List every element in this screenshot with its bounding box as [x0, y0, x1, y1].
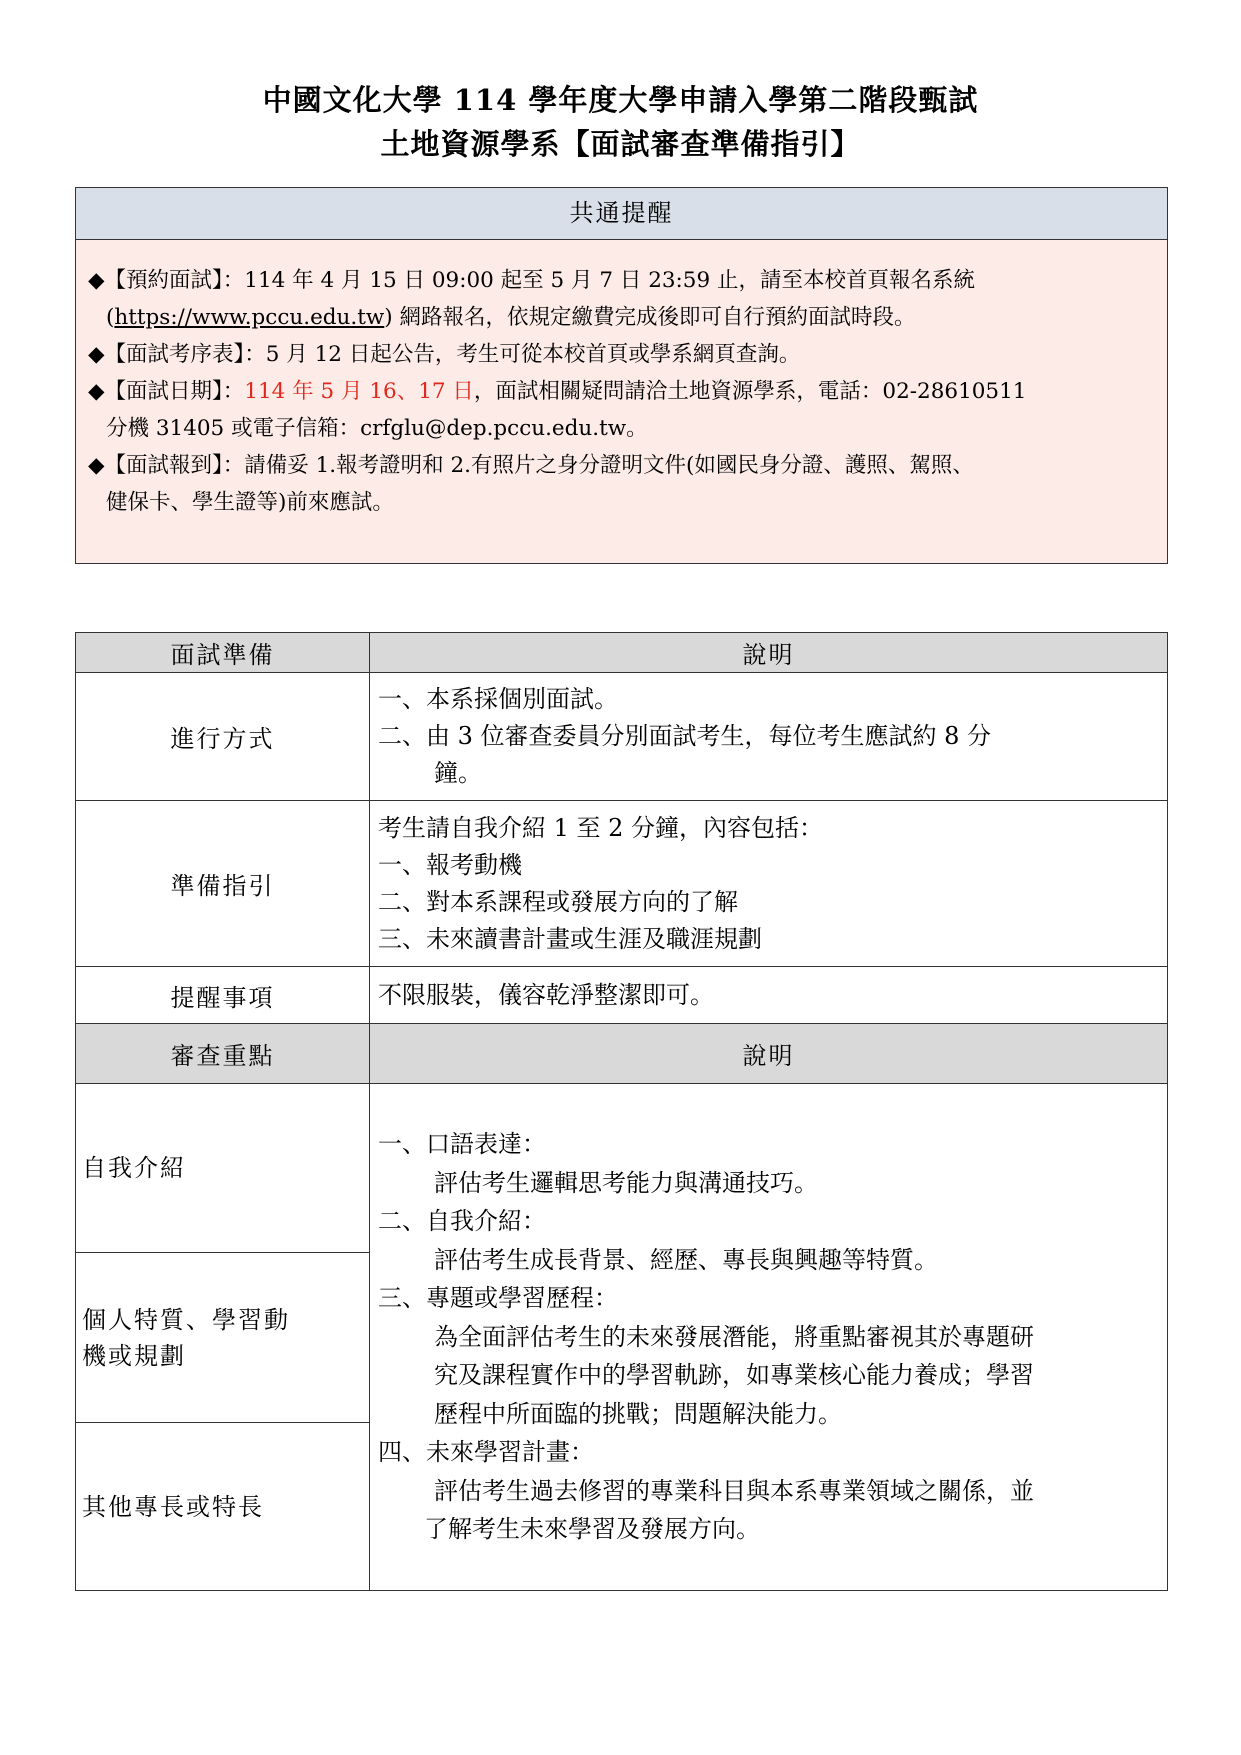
- header-description: 說明: [370, 633, 1168, 673]
- common-reminder-body: [76, 240, 1167, 521]
- label-self-intro: 自我介紹: [76, 1084, 370, 1253]
- prep-line: 二、對本系課程或發展方向的了解: [378, 887, 738, 916]
- procedure-line: 鐘。: [434, 759, 482, 787]
- table-row: [76, 801, 1168, 967]
- focus-item: 三、專題或學習歷程：: [378, 1284, 618, 1313]
- interview-date-value: 114 年 5 月 16、17 日: [244, 379, 474, 404]
- table-row: [76, 1084, 1168, 1253]
- table-header-row: [76, 1024, 1168, 1084]
- reminder-contact-email: 分機 31405 或電子信箱：crfglu@dep.pccu.edu.tw。: [106, 416, 648, 441]
- table-row: [76, 967, 1168, 1024]
- focus-item-detail: 為全面評估考生的未來發展潛能，將重點審視其於專題研: [434, 1322, 1034, 1351]
- prep-guide-description: [370, 801, 1168, 967]
- procedure-line: 二、由 3 位審查委員分別面試考生，每位考生應試約 8 分: [378, 722, 992, 750]
- personal-traits-line: 個人特質、學習動: [82, 1305, 290, 1334]
- focus-item: 一、口語表達：: [378, 1130, 546, 1159]
- focus-item-detail: 評估考生過去修習的專業科目與本系專業領域之關係，並: [434, 1476, 1034, 1505]
- procedure-line: 一、本系採個別面試。: [378, 685, 618, 713]
- common-reminder-box: [75, 187, 1168, 564]
- prep-line: 三、未來讀書計畫或生涯及職涯規劃: [378, 924, 762, 953]
- document-subtitle: 土地資源學系【面試審查準備指引】: [380, 127, 861, 161]
- reminder-checkin-cont: 健保卡、學生證等)前來應試。: [106, 490, 394, 515]
- interview-guide-table: [75, 632, 1168, 1591]
- focus-item-detail: 評估考生邏輯思考能力與溝通技巧。: [434, 1168, 818, 1197]
- reminder-checkin: ◆【面試報到】：請備妥 1.報考證明和 2.有照片之身分證明文件(如國民身分證、護照、駕照、: [88, 453, 974, 478]
- label-reminders: 提醒事項: [76, 967, 370, 1024]
- review-focus-description: [370, 1084, 1168, 1591]
- table-row: [76, 673, 1168, 801]
- interview-contact-text: ，面試相關疑問請洽土地資源學系，電話：02-28610511: [473, 379, 1027, 404]
- focus-item-detail: 評估考生成長背景、經歷、專長與興趣等特質。: [434, 1245, 938, 1274]
- prep-line: 考生請自我介紹 1 至 2 分鐘，內容包括：: [378, 813, 824, 842]
- reminder-appointment-cont: [88, 299, 1155, 336]
- interview-date-label: ◆【面試日期】：: [88, 379, 245, 404]
- document-title: 中國文化大學 114 學年度大學申請入學第二階段甄試: [262, 83, 979, 117]
- appointment-text: ) 網路報名，依規定繳費完成後即可自行預約面試時段。: [384, 305, 916, 330]
- procedure-description: [370, 673, 1168, 801]
- label-procedure: 進行方式: [76, 673, 370, 801]
- reminder-schedule: ◆【面試考序表】：5 月 12 日起公告，考生可從本校首頁或學系網頁查詢。: [88, 342, 801, 367]
- label-personal-traits: [76, 1253, 370, 1423]
- focus-item-detail: 了解考生未來學習及發展方向。: [424, 1515, 760, 1544]
- common-reminder-header: 共通提醒: [76, 188, 1167, 240]
- focus-item-detail: 究及課程實作中的學習軌跡，如專業核心能力養成；學習: [434, 1361, 1034, 1390]
- personal-traits-line: 機或規劃: [82, 1341, 186, 1370]
- label-other-skills: 其他專長或特長: [76, 1423, 370, 1591]
- focus-item-detail: 歷程中所面臨的挑戰；問題解決能力。: [434, 1399, 842, 1428]
- header-description: 說明: [370, 1024, 1168, 1084]
- reminder-interview-date: [88, 373, 1155, 410]
- paren-open: (: [106, 305, 115, 330]
- reminder-appointment: ◆【預約面試】：114 年 4 月 15 日 09:00 起至 5 月 7 日 23:59 止，請至本校首頁報名系統: [88, 268, 975, 293]
- header-review-focus: 審查重點: [76, 1024, 370, 1084]
- school-website-link[interactable]: https://www.pccu.edu.tw: [114, 305, 385, 330]
- label-prep-guide: 準備指引: [76, 801, 370, 967]
- reminders-description: 不限服裝，儀容乾淨整潔即可。: [370, 967, 1168, 1024]
- focus-item: 四、未來學習計畫：: [378, 1438, 594, 1467]
- prep-line: 一、報考動機: [378, 850, 522, 879]
- table-header-row: [76, 633, 1168, 673]
- focus-item: 二、自我介紹：: [378, 1207, 546, 1236]
- header-interview-prep: 面試準備: [76, 633, 370, 673]
